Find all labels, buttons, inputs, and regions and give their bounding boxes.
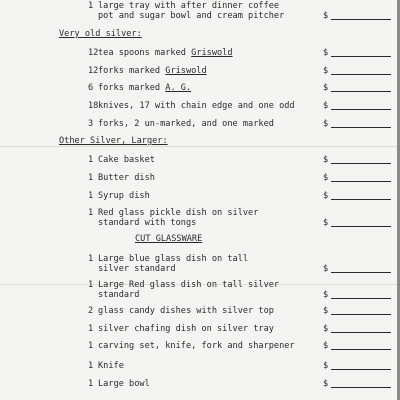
- item-mark: Griswold: [191, 48, 233, 58]
- item-quantity: 1: [88, 379, 94, 389]
- currency-symbol: $: [323, 119, 329, 129]
- currency-symbol: $: [323, 101, 329, 111]
- price-blank: [331, 19, 391, 20]
- price-blank: [331, 314, 391, 315]
- item-description: forks, 2 un-marked, and one marked: [98, 119, 274, 129]
- item-quantity: 1: [88, 361, 94, 371]
- item-quantity: 1: [88, 173, 94, 183]
- section-heading: Very old silver:: [59, 29, 142, 39]
- item-quantity: 1: [88, 191, 94, 201]
- item-description: Cake basket: [98, 155, 155, 165]
- item-description: Syrup dish: [98, 191, 150, 201]
- section-heading: Other Silver, Larger:: [59, 136, 168, 146]
- price-blank: [331, 181, 391, 182]
- price-blank: [331, 91, 391, 92]
- item-description: Knife: [98, 361, 124, 371]
- paper-fold-line: [0, 146, 400, 147]
- currency-symbol: $: [323, 191, 329, 201]
- price-blank: [331, 369, 391, 370]
- price-blank: [331, 226, 391, 227]
- price-blank: [331, 56, 391, 57]
- currency-symbol: $: [323, 218, 329, 228]
- item-description-line2: silver standard: [98, 264, 176, 274]
- item-quantity: 1: [88, 324, 94, 334]
- price-blank: [331, 163, 391, 164]
- item-quantity: 1: [88, 280, 94, 290]
- price-blank: [331, 332, 391, 333]
- item-mark: Griswold: [165, 66, 207, 76]
- currency-symbol: $: [323, 379, 329, 389]
- currency-symbol: $: [323, 66, 329, 76]
- item-description: tea spoons marked: [98, 48, 192, 58]
- item-quantity: 12: [88, 66, 99, 76]
- section-subheading: CUT GLASSWARE: [135, 234, 203, 244]
- item-description: Large bowl: [98, 379, 150, 389]
- item-quantity: 1: [88, 208, 94, 218]
- item-description: large tray with after dinner coffee: [98, 1, 280, 11]
- item-description: forks marked: [98, 83, 166, 93]
- item-mark: A. G.: [165, 83, 192, 93]
- currency-symbol: $: [323, 341, 329, 351]
- item-description: Large Red glass dish on tall silver: [98, 280, 280, 290]
- item-quantity: 3: [88, 119, 94, 129]
- item-description: Large blue glass dish on tall: [98, 254, 249, 264]
- item-description: silver chafing dish on silver tray: [98, 324, 274, 334]
- item-quantity: 18: [88, 101, 99, 111]
- currency-symbol: $: [323, 306, 329, 316]
- item-quantity: 12: [88, 48, 99, 58]
- price-blank: [331, 298, 391, 299]
- currency-symbol: $: [323, 155, 329, 165]
- item-quantity: 2: [88, 306, 94, 316]
- item-description: Red glass pickle dish on silver: [98, 208, 259, 218]
- price-blank: [331, 387, 391, 388]
- item-quantity: 6: [88, 83, 94, 93]
- price-blank: [331, 109, 391, 110]
- currency-symbol: $: [323, 11, 329, 21]
- currency-symbol: $: [323, 83, 329, 93]
- price-blank: [331, 74, 391, 75]
- item-description-line2: standard: [98, 290, 140, 300]
- price-blank: [331, 199, 391, 200]
- currency-symbol: $: [323, 361, 329, 371]
- price-blank: [331, 127, 391, 128]
- currency-symbol: $: [323, 290, 329, 300]
- item-description: knives, 17 with chain edge and one odd: [98, 101, 295, 111]
- item-description: glass candy dishes with silver top: [98, 306, 274, 316]
- item-description-line2: standard with tongs: [98, 218, 197, 228]
- item-description: carving set, knife, fork and sharpener: [98, 341, 295, 351]
- item-description: Butter dish: [98, 173, 155, 183]
- item-quantity: 1: [88, 155, 94, 165]
- currency-symbol: $: [323, 264, 329, 274]
- item-quantity: 1: [88, 1, 94, 11]
- item-description-line2: pot and sugar bowl and cream pitcher: [98, 11, 285, 21]
- item-description: forks marked: [98, 66, 166, 76]
- currency-symbol: $: [323, 173, 329, 183]
- item-quantity: 1: [88, 341, 94, 351]
- item-quantity: 1: [88, 254, 94, 264]
- price-blank: [331, 272, 391, 273]
- price-blank: [331, 349, 391, 350]
- currency-symbol: $: [323, 324, 329, 334]
- currency-symbol: $: [323, 48, 329, 58]
